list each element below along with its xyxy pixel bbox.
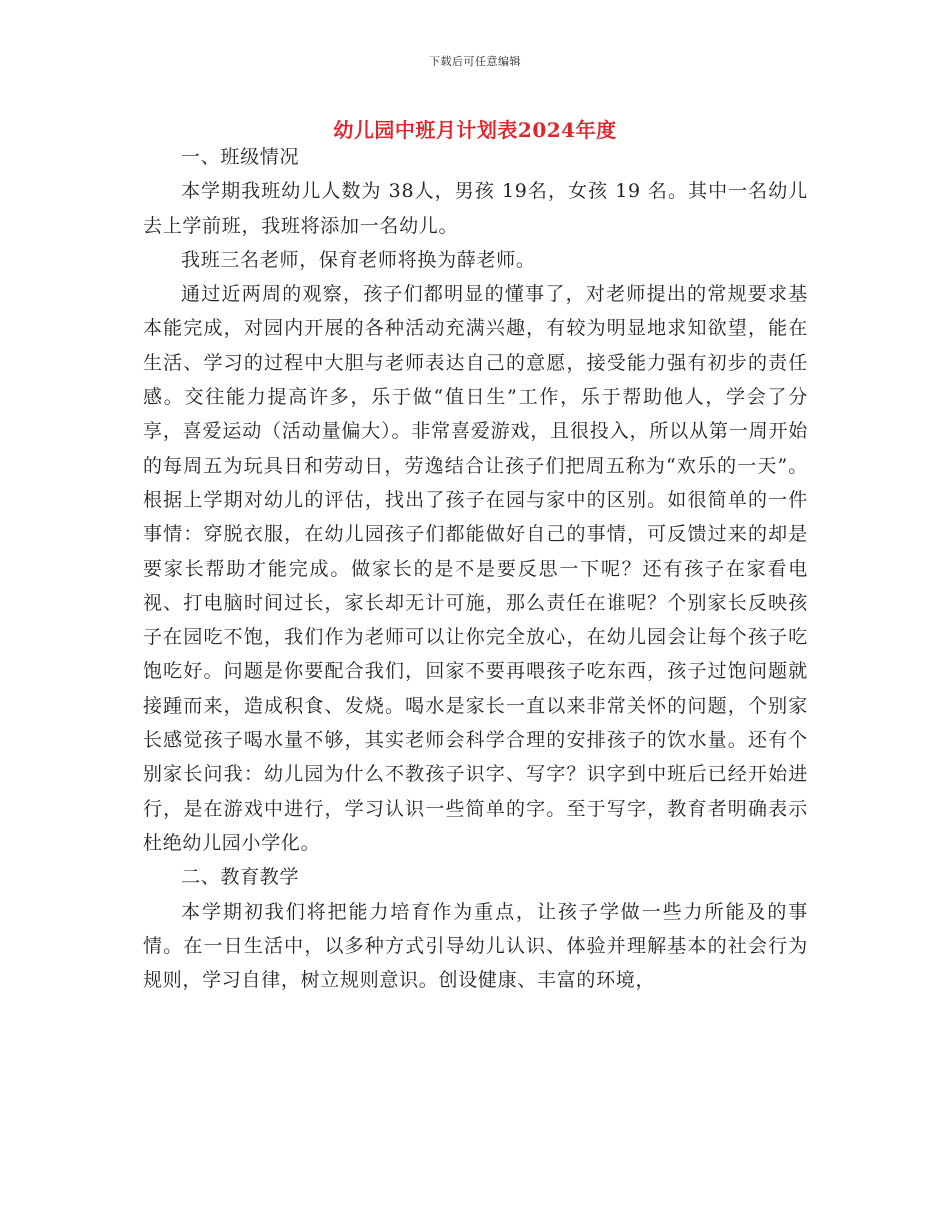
document-title: 幼儿园中班月计划表2024年度	[333, 118, 617, 142]
paragraph-teachers: 我班三名老师，保育老师将换为薛老师。	[181, 248, 536, 271]
section-heading-class-situation: 一、班级情况	[181, 146, 300, 168]
paragraph-education: 本学期初我们将把能力培育作为重点，让孩子学做一些力所能及的事情。在一日生活中，以多种方式引导幼儿认识、体验并理解基本的社会行为规则，学习自律，树立规则意识。创设健康、丰富的环境，	[143, 900, 808, 992]
header-note: 下载后可任意编辑	[429, 55, 521, 68]
section-heading-education: 二、教育教学	[181, 866, 300, 889]
paragraph-class-size: 本学期我班幼儿人数为 38人，男孩 19名，女孩 19 名。其中一名幼儿去上学前班，我班将添加一名幼儿。	[143, 180, 808, 237]
document-body	[143, 140, 808, 997]
paragraph-observation: 通过近两周的观察，孩子们都明显的懂事了，对老师提出的常规要求基本能完成，对园内开展的各种活动充满兴趣，有较为明显地求知欲望，能在生活、学习的过程中大胆与老师表达自己的意愿，接受能力强有初步的责任感。交往能力提高许多，乐于做“值日生”工作，乐于帮助他人，学会了分享，喜爱运动（活动量偏大）。非常喜爱游戏，且很投入，所以从第一周开始的每周五为玩具日和劳动日，劳逸结合让孩子们把周五称为“欢乐的一天”。根据上学期对幼儿的评估，找出了孩子在园与家中的区别。如很简单的一件事情：穿脱衣服，在幼儿园孩子们都能做好自己的事情，可反馈过来的却是要家长帮助才能完成。做家长的是不是要反思一下呢？还有孩子在家看电视、打电脑时间过长，家长却无计可施，那么责任在谁呢？个别家长反映孩子在园吃不饱，我们作为老师可以让你完全放心，在幼儿园会让每个孩子吃饱吃好。问题是你要配合我们，回家不要再喂孩子吃东西，孩子过饱问题就接踵而来，造成积食、发烧。喝水是家长一直以来非常关怀的问题，个别家长感觉孩子喝水量不够，其实老师会科学合理的安排孩子的饮水量。还有个别家长问我：幼儿园为什么不教孩子识字、写字？识字到中班后已经开始进行，是在游戏中进行，学习认识一些简单的字。至于写字，教育者明确表示杜绝幼儿园小学化。	[143, 283, 808, 854]
